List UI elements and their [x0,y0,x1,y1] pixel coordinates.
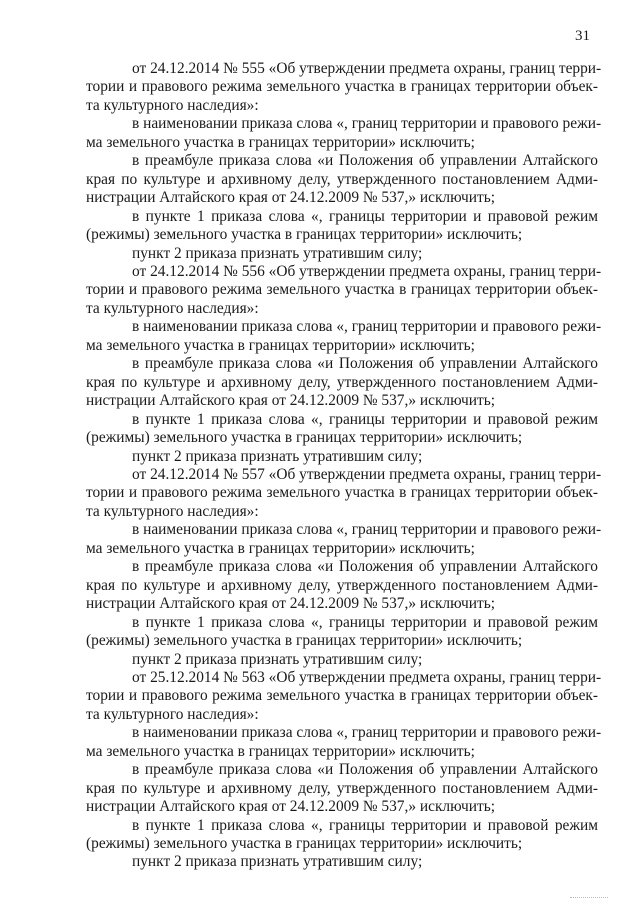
text-line: в наименовании приказа слова «, границ территории и правового режи- [132,521,602,539]
text-line: (режимы) земельного участка в границах территории» исключить; [86,429,523,447]
text-line: в наименовании приказа слова «, границ территории и правового режи- [132,115,602,133]
text-line: (режимы) земельного участка в границах территории» исключить; [86,632,523,650]
text-line: края по культуре и архивному делу, утвержденного постановлением Адми- [86,576,598,594]
text-line: та культурного наследия»: [86,299,259,317]
text-line: в преамбуле приказа слова «и Положения об управлении Алтайского [132,761,598,779]
text-line: ма земельного участка в границах территории» исключить; [86,336,475,354]
text-line: в преамбуле приказа слова «и Положения об управлении Алтайского [132,152,598,170]
text-line: та культурного наследия»: [86,502,259,520]
text-line: тории и правового режима земельного участка в границах территории объек- [86,281,598,299]
text-line: края по культуре и архивному делу, утвержденного постановлением Адми- [86,170,598,188]
text-line: пункт 2 приказа признать утратившим силу; [132,447,423,465]
scan-artifact-mark [570,897,608,900]
text-line: нистрации Алтайского края от 24.12.2009 № 537,» исключить; [86,595,496,613]
text-line: та культурного наследия»: [86,96,259,114]
text-line: нистрации Алтайского края от 24.12.2009 № 537,» исключить; [86,189,496,207]
text-line: в пункте 1 приказа слова «, границы территории и правовой режим [132,816,598,834]
text-line: в наименовании приказа слова «, границ территории и правового режи- [132,318,602,336]
text-line: в преамбуле приказа слова «и Положения об управлении Алтайского [132,558,598,576]
text-line: ма земельного участка в границах территории» исключить; [86,742,475,760]
text-line: тории и правового режима земельного участка в границах территории объек- [86,484,598,502]
text-line: ма земельного участка в границах территории» исключить; [86,539,475,557]
text-line: тории и правового режима земельного участка в границах территории объек- [86,78,598,96]
document-body [86,60,602,872]
text-line: от 24.12.2014 № 557 «Об утверждении предмета охраны, границ терри- [132,465,602,483]
text-line: от 24.12.2014 № 556 «Об утверждении предмета охраны, границ терри- [132,262,602,280]
text-line: в пункте 1 приказа слова «, границы территории и правовой режим [132,613,598,631]
text-line: от 25.12.2014 № 563 «Об утверждении предмета охраны, границ терри- [132,668,602,686]
text-line: края по культуре и архивному делу, утвержденного постановлением Адми- [86,373,598,391]
text-line: та культурного наследия»: [86,705,259,723]
text-line: тории и правового режима земельного участка в границах территории объек- [86,687,598,705]
text-line: нистрации Алтайского края от 24.12.2009 № 537,» исключить; [86,798,496,816]
text-line: в наименовании приказа слова «, границ территории и правового режи- [132,724,602,742]
text-line: пункт 2 приказа признать утратившим силу; [132,650,423,668]
text-line: (режимы) земельного участка в границах территории» исключить; [86,835,523,853]
text-line: ма земельного участка в границах территории» исключить; [86,133,475,151]
text-line: в пункте 1 приказа слова «, границы территории и правовой режим [132,207,598,225]
text-line: пункт 2 приказа признать утратившим силу; [132,244,423,262]
text-line: от 24.12.2014 № 555 «Об утверждении предмета охраны, границ терри- [132,60,602,77]
page-number: 31 [575,28,590,44]
text-line: (режимы) земельного участка в границах территории» исключить; [86,226,523,244]
text-line: пункт 2 приказа признать утратившим силу; [132,853,423,871]
text-line: в пункте 1 приказа слова «, границы территории и правовой режим [132,410,598,428]
text-line: края по культуре и архивному делу, утвержденного постановлением Адми- [86,779,598,797]
text-line: нистрации Алтайского края от 24.12.2009 № 537,» исключить; [86,392,496,410]
text-line: в преамбуле приказа слова «и Положения об управлении Алтайского [132,355,598,373]
